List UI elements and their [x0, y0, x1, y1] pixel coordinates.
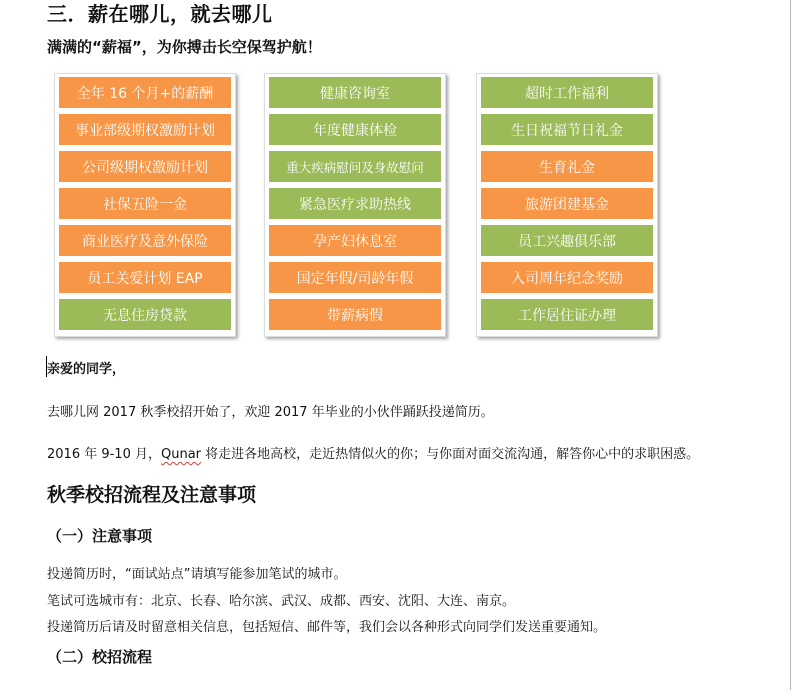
notes-subtitle[interactable]: （一）注意事项: [47, 527, 153, 545]
notes-line[interactable]: 投递简历时，“面试站点”请填写能参加笔试的城市。: [47, 567, 347, 582]
benefit-tile: [269, 225, 441, 256]
benefit-tile: [269, 114, 441, 145]
benefit-label: 带薪病假: [327, 307, 383, 324]
process-subtitle[interactable]: （二）校招流程: [47, 648, 153, 666]
schedule-paragraph[interactable]: [47, 443, 699, 462]
benefit-label: 全年 16 个月+的薪酬: [76, 85, 214, 102]
benefit-tile: [481, 299, 653, 330]
benefit-tile: [481, 188, 653, 219]
benefit-label: 社保五险一金: [103, 196, 187, 213]
benefit-tile: [59, 262, 231, 293]
benefits-subheading: 满满的“薪福”，为你搏击长空保驾护航！: [47, 38, 322, 56]
benefit-tile: [269, 262, 441, 293]
schedule-rest-text: 将走进各地高校，走近热情似火的你；与你面对面交流沟通，解答你心中的求职困惑。: [201, 447, 700, 462]
benefit-label: 公司级期权激励计划: [82, 159, 208, 176]
benefit-tile: [481, 114, 653, 145]
benefit-label: 入司周年纪念奖励: [511, 270, 623, 287]
benefit-tile: [481, 225, 653, 256]
benefit-tile: [59, 299, 231, 330]
benefit-label: 生育礼金: [539, 159, 595, 176]
benefit-label: 年度健康体检: [313, 122, 397, 139]
benefit-tile: [59, 77, 231, 108]
benefits-panel-2: [264, 73, 446, 337]
schedule-date-text: 2016 年 9-10 月，: [47, 447, 161, 462]
benefit-tile: [269, 77, 441, 108]
benefit-label: 国定年假/司龄年假: [296, 270, 414, 287]
intro-paragraph[interactable]: 去哪儿网 2017 秋季校招开始了，欢迎 2017 年毕业的小伙伴踊跃投递简历。: [47, 405, 494, 420]
benefit-label: 重大疾病慰问及身故慰问: [286, 159, 424, 175]
benefits-panel-1: [54, 73, 236, 337]
benefit-tile: [481, 262, 653, 293]
benefits-panel-3: [476, 73, 658, 337]
benefit-tile: [269, 299, 441, 330]
benefit-tile: [59, 151, 231, 182]
benefit-label: 事业部级期权激励计划: [75, 122, 215, 139]
notes-line[interactable]: 投递简历后请及时留意相关信息，包括短信、邮件等，我们会以各种形式向同学们发送重要通知。: [47, 620, 607, 635]
benefit-label: 员工关爱计划 EAP: [87, 270, 203, 287]
benefit-label: 工作居住证办理: [518, 307, 616, 324]
brand-name-spellcheck: Qunar: [161, 447, 202, 462]
benefit-label: 生日祝福节日礼金: [511, 122, 623, 139]
process-section-title[interactable]: 秋季校招流程及注意事项: [47, 484, 257, 506]
benefit-tile: [481, 151, 653, 182]
benefit-label: 孕产妇休息室: [313, 233, 397, 250]
benefit-tile: [59, 225, 231, 256]
benefit-tile: [59, 188, 231, 219]
notes-line[interactable]: 笔试可选城市有：北京、长春、哈尔滨、武汉、成都、西安、沈阳、大连、南京。: [47, 594, 516, 609]
section-heading: 三．薪在哪儿，就去哪儿: [47, 2, 273, 26]
benefit-tile: [481, 77, 653, 108]
benefit-label: 无息住房贷款: [103, 307, 187, 324]
page-edge-divider: [790, 0, 791, 690]
benefit-tile: [59, 114, 231, 145]
benefit-tile: [269, 188, 441, 219]
benefit-label: 商业医疗及意外保险: [82, 233, 208, 250]
benefit-label: 旅游团建基金: [525, 196, 609, 213]
benefit-label: 健康咨询室: [320, 85, 390, 102]
benefit-tile: [269, 151, 441, 182]
benefit-label: 超时工作福利: [525, 85, 609, 102]
benefit-label: 员工兴趣俱乐部: [518, 233, 616, 250]
greeting[interactable]: 亲爱的同学，: [47, 362, 126, 377]
benefit-label: 紧急医疗求助热线: [299, 196, 411, 213]
